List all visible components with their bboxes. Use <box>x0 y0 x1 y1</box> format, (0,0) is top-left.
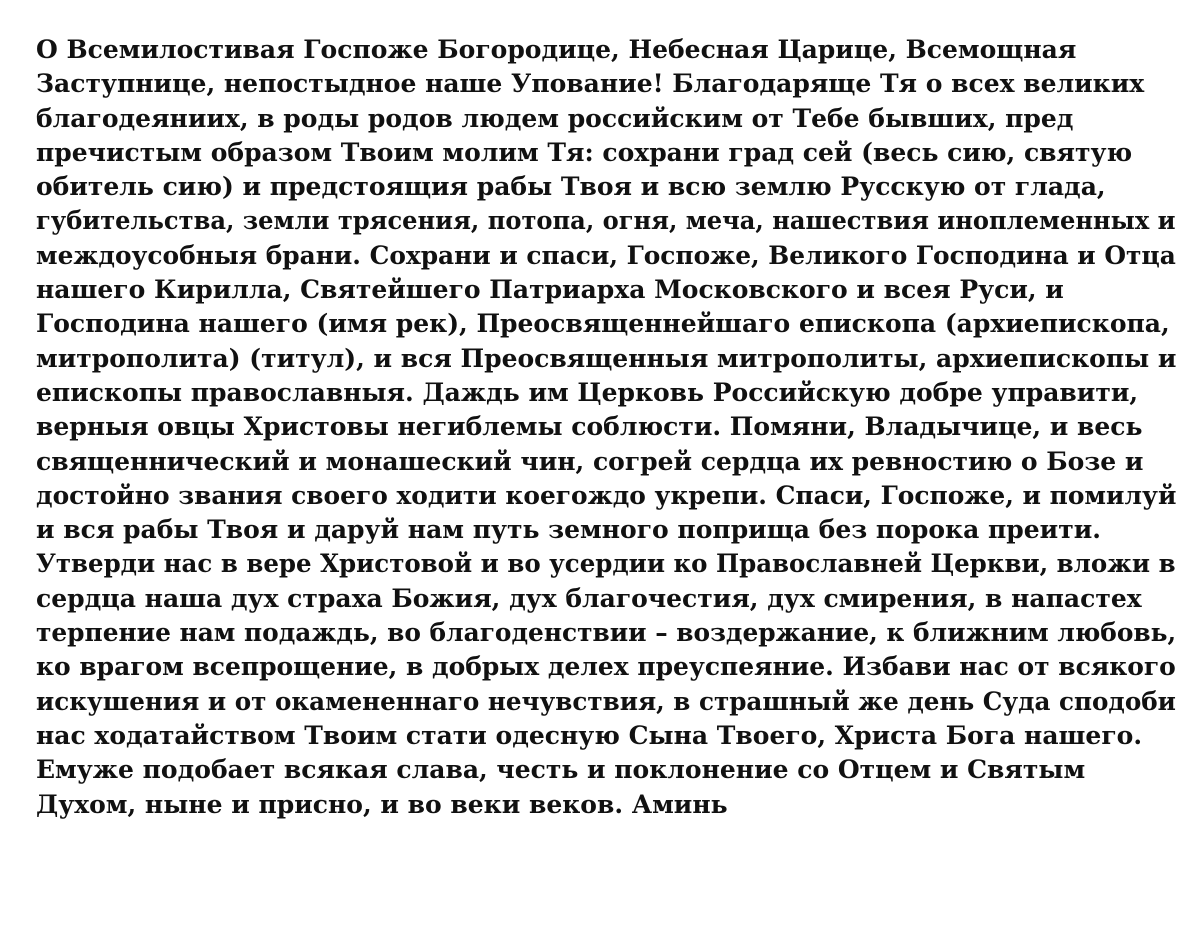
prayer-line-5: обитель сию) и предстоящия рабы Твоя и всю землю Русскую от глада, <box>36 172 1106 202</box>
prayer-line-16: Утверди нас в вере Христовой и во усердии ко Православней Церкви, вложи в <box>36 549 1176 579</box>
prayer-line-10: митрополита) (титул), и вся Преосвященныя митрополиты, архиепископы и <box>36 343 1177 373</box>
prayer-line-20: искушения и от окамененнаго нечувствия, в страшный же день Суда сподоби <box>36 686 1176 716</box>
prayer-line-23: Духом, ныне и присно, и во веки веков. Аминь <box>36 789 728 819</box>
prayer-line-13: священнический и монашеский чин, согрей сердца их ревностию о Бозе и <box>36 446 1144 476</box>
prayer-line-22: Емуже подобает всякая слава, честь и поклонение со Отцем и Святым <box>36 755 1086 785</box>
prayer-line-21: нас ходатайством Твоим стати одесную Сына Твоего, Христа Бога нашего. <box>36 720 1143 750</box>
prayer-line-8: нашего Кирилла, Святейшего Патриарха Московского и всея Руси, и <box>36 275 1064 305</box>
prayer-line-14: достойно звания своего ходити коегождо укрепи. Спаси, Госпоже, и помилуй <box>36 480 1177 510</box>
prayer-line-6: губительства, земли трясения, потопа, огня, меча, нашествия иноплеменных и <box>36 206 1176 236</box>
prayer-line-7: междоусобныя брани. Сохрани и спаси, Госпоже, Великого Господина и Отца <box>36 240 1176 270</box>
prayer-line-18: терпение нам подаждь, во благоденствии – воздержание, к ближним любовь, <box>36 618 1177 648</box>
prayer-line-2: Заступнице, непостыдное наше Упование! Благодаряще Тя о всех великих <box>36 69 1145 99</box>
prayer-line-15: и вся рабы Твоя и даруй нам путь земного поприща без порока преити. <box>36 515 1101 545</box>
prayer-text <box>36 33 1176 822</box>
prayer-line-19: ко врагом всепрощение, в добрых делех преуспеяние. Избави нас от всякого <box>36 652 1176 682</box>
prayer-line-1: О Всемилостивая Госпоже Богородице, Небесная Царице, Всемощная <box>36 35 1077 64</box>
prayer-line-11: епископы православныя. Даждь им Церковь Российскую добре управити, <box>36 377 1139 407</box>
prayer-line-12: верныя овцы Христовы негиблемы соблюсти. Помяни, Владычице, и весь <box>36 412 1143 442</box>
prayer-line-9: Господина нашего (имя рек), Преосвященнейшаго епископа (архиепископа, <box>36 309 1170 339</box>
prayer-line-3: благодеяниих, в роды родов людем российским от Тебе бывших, пред <box>36 103 1074 133</box>
prayer-line-4: пречистым образом Твоим молим Тя: сохрани град сей (весь сию, святую <box>36 137 1133 167</box>
prayer-line-17: сердца наша дух страха Божия, дух благочестия, дух смирения, в напастех <box>36 583 1142 613</box>
